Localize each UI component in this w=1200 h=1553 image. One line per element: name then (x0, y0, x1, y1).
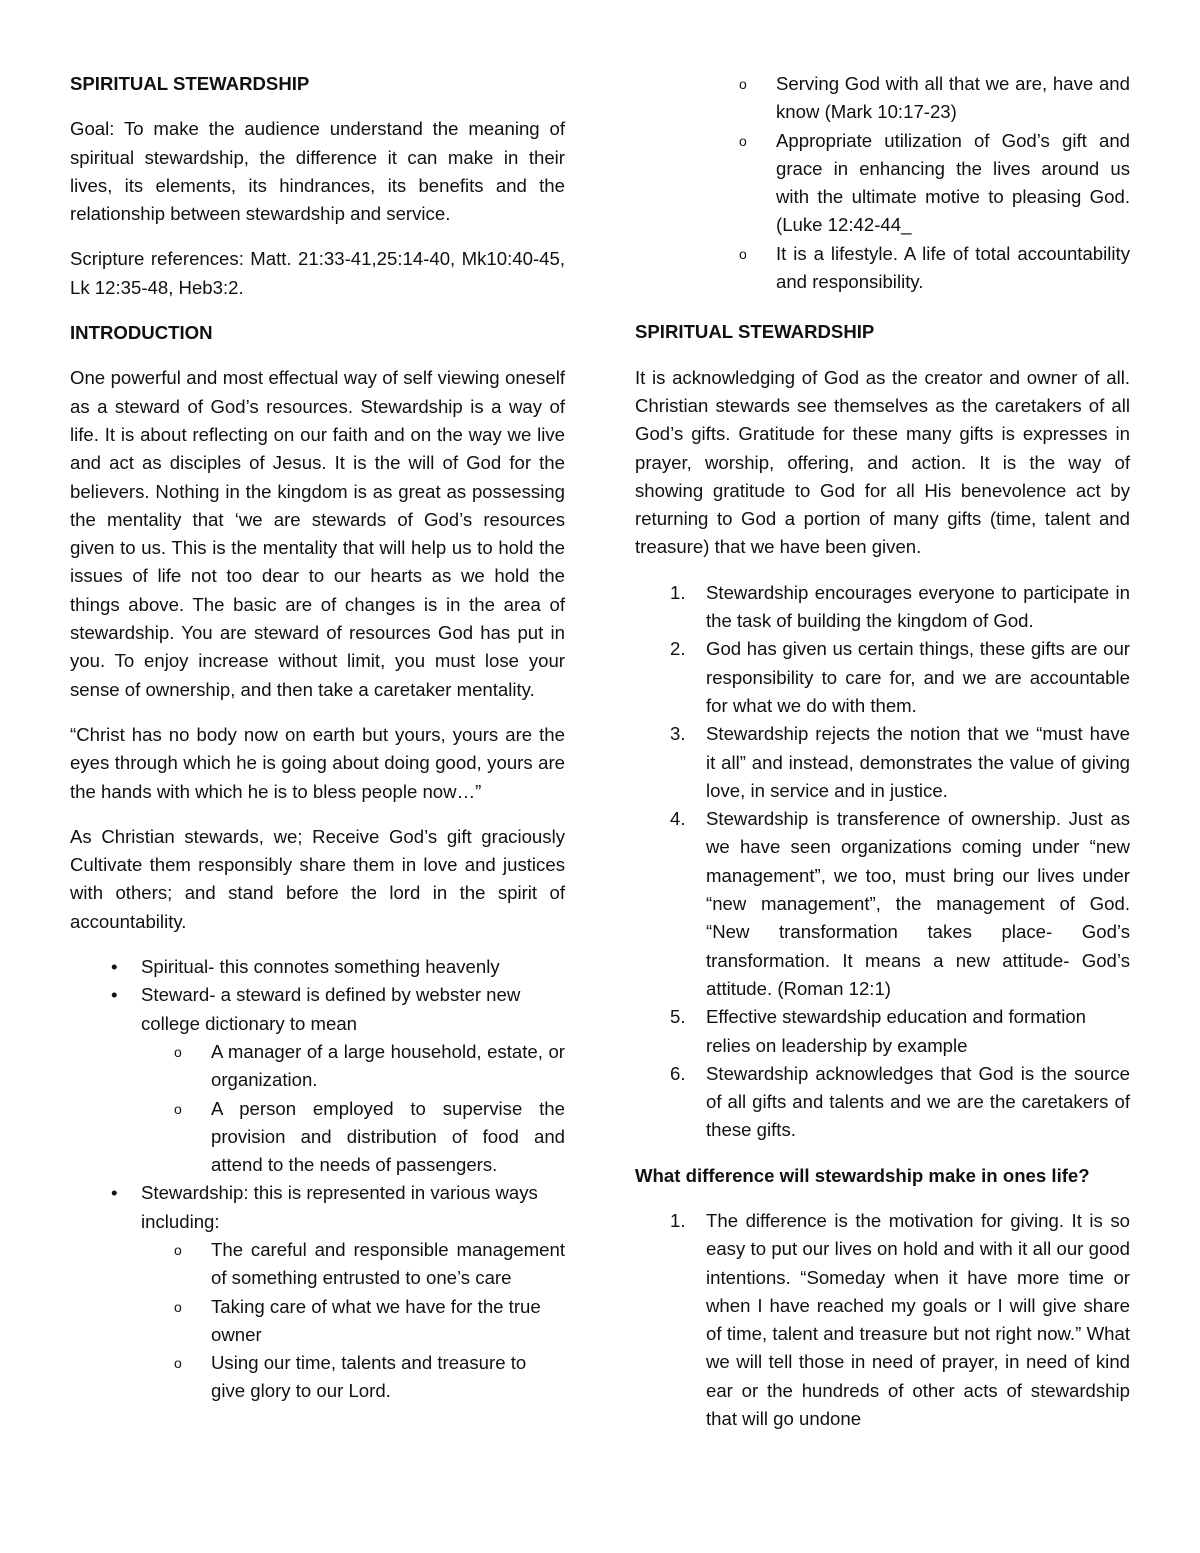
list-number: 2. (670, 638, 686, 660)
sub-bullet-text: Taking care of what we have for the true owner (211, 1295, 541, 1345)
bullet-icon: • (111, 956, 118, 978)
point-text: Effective stewardship education and formation relies on leadership by example (706, 1006, 1087, 1056)
point-text: God has given us certain things, these gifts are our responsibility to care for, and we are accountable for what we do with them. (706, 638, 1130, 716)
sub-bullet-text: It is a lifestyle. A life of total accountability and responsibility. (776, 242, 1130, 293)
right-column (635, 70, 1130, 1450)
stewardship-sublist (635, 70, 1130, 296)
circle-bullet-icon: o (174, 1043, 182, 1060)
list-item (70, 1236, 565, 1293)
list-item (70, 1179, 565, 1236)
stewardship-points-list (635, 579, 1130, 1145)
circle-bullet-icon: o (174, 1241, 182, 1258)
sub-bullet-text: The careful and responsible management of something entrusted to one’s care (211, 1238, 565, 1289)
difference-list (635, 1207, 1130, 1433)
list-item (635, 805, 1130, 1003)
list-item (635, 240, 1130, 297)
circle-bullet-icon: o (174, 1100, 182, 1117)
list-item (70, 1293, 565, 1350)
list-item (70, 1038, 565, 1095)
circle-bullet-icon: o (739, 245, 747, 262)
list-item (635, 1003, 1130, 1060)
bullet-text: Stewardship: this is represented in various ways including: (141, 1182, 538, 1232)
introduction-paragraph: One powerful and most effectual way of self viewing oneself as a steward of God’s resources. Stewardship is a way of life. It is about reflecting on our faith and on the way we live and act as disciples of Jesus. It is the will of God for the believers. Nothing in the kingdom is as great as possessing the mentality that ‘we are stewards of God’s resources given to us. This is the mentality that will help us to hold the issues of life not too dear to our hearts as we hold the things above. The basic are of changes is in the area of stewardship. You are steward of resources God has put in you. To enjoy increase without limit, you must lose your sense of ownership, and then take a caretaker mentality. (70, 367, 565, 700)
bullet-text: Spiritual- this connotes something heavenly (141, 956, 500, 978)
list-item (70, 981, 565, 1038)
goal-paragraph: Goal: To make the audience understand the meaning of spiritual stewardship, the difference it can make in their lives, its elements, its hindrances, its benefits and the relationship between stewardship and service. (70, 118, 565, 225)
bullet-icon: • (111, 1182, 118, 1204)
bullet-icon: • (111, 984, 118, 1006)
point-text: Stewardship is transference of ownership. Just as we have seen organizations coming under “new management”, we too, must bring our lives under “new management”, the management of God. “New transformation takes place- God’s transformation. It means a new attitude- God’s attitude. (Roman 12:1) (706, 808, 1130, 999)
list-number: 4. (670, 808, 686, 830)
sub-bullet-text: Serving God with all that we are, have and know (Mark 10:17-23) (776, 73, 1130, 123)
left-column (70, 70, 565, 1423)
circle-bullet-icon: o (174, 1355, 182, 1372)
list-item (70, 953, 565, 981)
list-item (635, 127, 1130, 240)
bullet-text: Steward- a steward is defined by webster new college dictionary to mean (141, 984, 521, 1034)
spiritual-stewardship-paragraph: It is acknowledging of God as the creator and owner of all. Christian stewards see themselves as the caretakers of all God’s gifts. Gratitude for these many gifts is expresses in prayer, worship, offering, and action. It is the way of showing gratitude to God for all His benevolence act by returning to God a portion of many gifts (time, talent and treasure) that we have been given. (635, 366, 1130, 558)
list-item (635, 720, 1130, 805)
point-text: The difference is the motivation for giving. It is so easy to put our lives on hold and with it all our good intentions. “Someday when it have more time or when I have reached my goals or I will give share of time, talent and treasure but not right now.” What we will tell those in need of prayer, in need of kind ear or the hundreds of other acts of stewardship that will go undone (706, 1209, 1130, 1430)
circle-bullet-icon: o (739, 132, 747, 149)
point-text: Stewardship rejects the notion that we “must have it all” and instead, demonstrates the value of giving love, in service and in justice. (706, 723, 1130, 801)
point-text: Stewardship acknowledges that God is the source of all gifts and talents and we are the caretakers of these gifts. (706, 1062, 1130, 1141)
scripture-references: Scripture references: Matt. 21:33-41,25:14-40, Mk10:40-45, Lk 12:35-48, Heb3:2. (70, 248, 565, 298)
list-item (635, 1060, 1130, 1145)
introduction-heading: INTRODUCTION (70, 322, 213, 344)
list-number: 1. (670, 581, 686, 603)
list-item (635, 579, 1130, 636)
difference-question: What difference will stewardship make in ones life? (635, 1164, 1090, 1186)
circle-bullet-icon: o (174, 1298, 182, 1315)
sub-bullet-text: A person employed to supervise the provision and distribution of food and attend to the needs of passengers. (211, 1097, 565, 1176)
list-number: 6. (670, 1062, 686, 1084)
sub-bullet-text: A manager of a large household, estate, or organization. (211, 1040, 565, 1091)
sub-bullet-text: Using our time, talents and treasure to give glory to our Lord. (211, 1352, 527, 1402)
circle-bullet-icon: o (739, 76, 747, 92)
list-number: 1. (670, 1209, 686, 1231)
list-number: 5. (670, 1006, 686, 1028)
definition-list (70, 953, 565, 1406)
point-text: Stewardship encourages everyone to participate in the task of building the kingdom of God. (706, 581, 1130, 632)
list-item (635, 70, 1130, 127)
section-heading: SPIRITUAL STEWARDSHIP (635, 321, 875, 343)
list-item (70, 1349, 565, 1406)
list-item (635, 1207, 1130, 1433)
list-item (635, 635, 1130, 720)
list-item (70, 1095, 565, 1180)
quote-paragraph: “Christ has no body now on earth but yours, yours are the eyes through which he is going about doing good, yours are the hands with which he is to bless people now…” (70, 723, 565, 802)
list-number: 3. (670, 723, 686, 745)
christian-stewards-paragraph: As Christian stewards, we; Receive God’s gift graciously Cultivate them responsibly share them in love and justices with others; and stand before the lord in the spirit of accountability. (70, 825, 565, 932)
sub-bullet-text: Appropriate utilization of God’s gift and grace in enhancing the lives around us with the ultimate motive to pleasing God. (Luke 12:42-44_ (776, 129, 1130, 236)
document-title: SPIRITUAL STEWARDSHIP (70, 73, 310, 94)
